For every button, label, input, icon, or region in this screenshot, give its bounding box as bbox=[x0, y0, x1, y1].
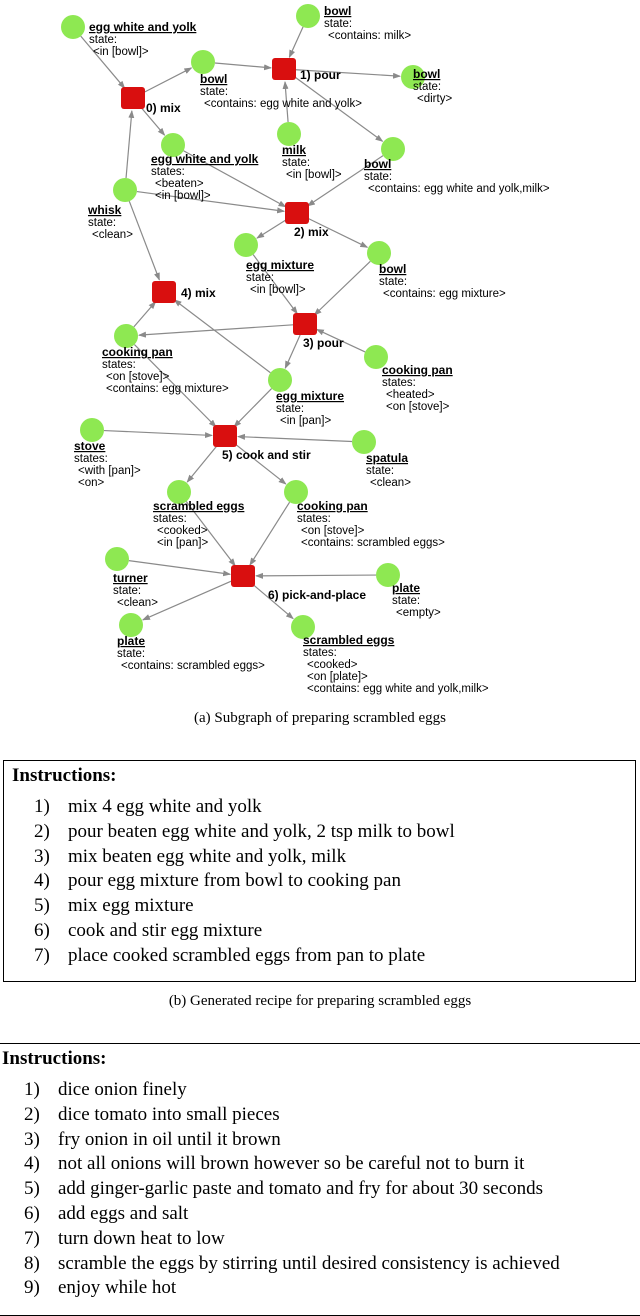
figure-a-caption: (a) Subgraph of preparing scrambled eggs bbox=[194, 710, 446, 726]
action-node bbox=[213, 425, 237, 447]
step-number: 4) bbox=[24, 1153, 40, 1175]
object-node bbox=[191, 50, 215, 74]
object-state-header: states: bbox=[102, 359, 136, 371]
object-state-value: <on [plate]> bbox=[307, 671, 368, 683]
action-node bbox=[285, 202, 309, 224]
object-name: cooking pan bbox=[297, 499, 368, 513]
object-name: scrambled eggs bbox=[153, 499, 245, 513]
object-name: egg mixture bbox=[276, 389, 345, 403]
object-state-header: states: bbox=[303, 647, 337, 659]
object-name: egg white and yolk bbox=[151, 152, 259, 166]
action-label: 1) pour bbox=[300, 68, 341, 82]
action-label: 5) cook and stir bbox=[222, 448, 311, 462]
object-state-value: <cooked> bbox=[307, 659, 358, 671]
graph-edge bbox=[289, 27, 303, 57]
object-state-header: state: bbox=[413, 81, 442, 93]
object-state-value: <in [bowl]> bbox=[250, 284, 306, 296]
object-state-header: state: bbox=[246, 272, 275, 284]
object-state-value: <on [stove]> bbox=[106, 371, 170, 383]
object-state-value: <heated> bbox=[386, 389, 435, 401]
object-state-header: state: bbox=[282, 157, 311, 169]
step-text: place cooked scrambled eggs from pan to plate bbox=[68, 944, 426, 966]
object-name: plate bbox=[117, 634, 146, 648]
object-state-value: <contains: scrambled eggs> bbox=[121, 660, 265, 672]
graph-edge bbox=[134, 302, 156, 327]
instruction-step bbox=[24, 1227, 560, 1252]
object-state-header: states: bbox=[153, 513, 187, 525]
step-text: pour egg mixture from bowl to cooking pan bbox=[68, 870, 401, 892]
action-node bbox=[293, 313, 317, 335]
action-node bbox=[231, 565, 255, 587]
object-state-value: <contains: scrambled eggs> bbox=[301, 537, 445, 549]
object-name: stove bbox=[74, 439, 106, 453]
step-number: 5) bbox=[24, 1178, 40, 1200]
object-state-value: <contains: egg mixture> bbox=[383, 288, 506, 300]
instruction-step bbox=[24, 1152, 560, 1177]
step-text: scramble the eggs by stirring until desired consistency is achieved bbox=[58, 1252, 560, 1274]
action-label: 0) mix bbox=[146, 101, 181, 115]
instructions-heading: Instructions: bbox=[2, 1048, 107, 1069]
generated-steps-list bbox=[34, 795, 455, 969]
graph-edge bbox=[238, 437, 352, 442]
graph-edge bbox=[129, 201, 159, 280]
object-state-value: <dirty> bbox=[417, 93, 453, 105]
object-state-value: <empty> bbox=[396, 607, 441, 619]
step-number: 8) bbox=[24, 1252, 40, 1274]
graph-edge bbox=[234, 389, 271, 427]
step-number: 2) bbox=[24, 1103, 40, 1125]
object-state-value: <in [pan]> bbox=[280, 415, 332, 427]
original-recipe-box bbox=[0, 1043, 640, 1316]
object-name: cooking pan bbox=[102, 345, 173, 359]
original-steps-list bbox=[24, 1078, 560, 1301]
object-state-value: <contains: egg white and yolk,milk> bbox=[307, 683, 489, 695]
step-text: not all onions will brown however so be careful not to burn it bbox=[58, 1153, 525, 1175]
object-node bbox=[61, 15, 85, 39]
instruction-step bbox=[24, 1276, 560, 1301]
object-state-value: <clean> bbox=[370, 477, 411, 489]
object-state-value: <contains: egg white and yolk> bbox=[204, 98, 362, 110]
step-text: mix beaten egg white and yolk, milk bbox=[68, 845, 347, 867]
step-number: 7) bbox=[34, 944, 50, 966]
instruction-step bbox=[24, 1128, 560, 1153]
step-number: 3) bbox=[34, 845, 50, 867]
object-state-header: states: bbox=[151, 166, 185, 178]
object-state-value: <in [pan]> bbox=[157, 537, 209, 549]
object-state-header: states: bbox=[297, 513, 331, 525]
object-state-header: state: bbox=[200, 86, 229, 98]
object-name: bowl bbox=[364, 157, 392, 171]
step-number: 1) bbox=[34, 796, 50, 817]
action-label: 4) mix bbox=[181, 286, 216, 300]
object-node bbox=[234, 233, 258, 257]
instruction-step bbox=[24, 1177, 560, 1202]
object-state-value: <contains: egg white and yolk,milk> bbox=[368, 183, 550, 195]
instruction-step bbox=[34, 919, 455, 944]
object-name: whisk bbox=[88, 203, 122, 217]
step-text: enjoy while hot bbox=[58, 1277, 177, 1299]
instruction-step bbox=[34, 820, 455, 845]
instructions-heading: Instructions: bbox=[12, 765, 117, 786]
instruction-step bbox=[24, 1078, 560, 1103]
action-node bbox=[121, 87, 145, 109]
object-name: egg mixture bbox=[246, 258, 315, 272]
action-node bbox=[152, 281, 176, 303]
graph-edge bbox=[250, 502, 290, 565]
instruction-step bbox=[34, 845, 455, 870]
graph-edge bbox=[257, 219, 287, 238]
step-text: fry onion in oil until it brown bbox=[58, 1128, 281, 1150]
action-label: 6) pick-and-place bbox=[268, 588, 367, 602]
object-state-value: <on [stove]> bbox=[386, 401, 450, 413]
object-state-value: <on [stove]> bbox=[301, 525, 365, 537]
instruction-step bbox=[24, 1103, 560, 1128]
object-state-value: <contains: egg mixture> bbox=[106, 383, 229, 395]
object-state-value: <in [bowl]> bbox=[286, 169, 342, 181]
generated-recipe-box bbox=[3, 760, 636, 982]
object-name: milk bbox=[282, 143, 307, 157]
object-name: bowl bbox=[324, 4, 352, 18]
step-text: dice tomato into small pieces bbox=[58, 1103, 280, 1125]
instruction-step bbox=[24, 1252, 560, 1277]
object-state-header: state: bbox=[364, 171, 393, 183]
object-state-header: state: bbox=[113, 585, 142, 597]
step-number: 2) bbox=[34, 820, 50, 842]
object-state-header: state: bbox=[117, 648, 146, 660]
step-number: 5) bbox=[34, 895, 50, 917]
object-name: turner bbox=[113, 571, 148, 585]
object-state-header: state: bbox=[89, 34, 118, 46]
step-number: 6) bbox=[24, 1202, 40, 1224]
step-text: dice onion finely bbox=[58, 1079, 187, 1100]
object-state-header: state: bbox=[366, 465, 395, 477]
step-number: 1) bbox=[24, 1079, 40, 1100]
object-state-header: state: bbox=[324, 18, 353, 30]
object-state-value: <clean> bbox=[92, 229, 133, 241]
object-state-header: state: bbox=[379, 276, 408, 288]
object-name: plate bbox=[392, 581, 421, 595]
action-label: 2) mix bbox=[294, 225, 329, 239]
step-text: pour beaten egg white and yolk, 2 tsp milk to bowl bbox=[68, 820, 455, 842]
instruction-step bbox=[34, 944, 455, 969]
action-label: 3) pour bbox=[303, 336, 344, 350]
step-number: 9) bbox=[24, 1277, 40, 1299]
graph-edge bbox=[215, 63, 271, 68]
step-text: mix 4 egg white and yolk bbox=[68, 796, 262, 817]
instruction-step bbox=[34, 795, 455, 820]
object-state-value: <clean> bbox=[117, 597, 158, 609]
object-state-value: <in [bowl]> bbox=[155, 190, 211, 202]
step-number: 6) bbox=[34, 919, 50, 941]
step-number: 3) bbox=[24, 1128, 40, 1150]
graph-edge bbox=[285, 335, 300, 368]
object-state-value: <cooked> bbox=[157, 525, 208, 537]
object-state-header: state: bbox=[276, 403, 305, 415]
object-state-header: state: bbox=[392, 595, 421, 607]
object-state-value: <contains: milk> bbox=[328, 30, 412, 42]
instruction-step bbox=[34, 869, 455, 894]
object-node bbox=[113, 178, 137, 202]
graph-edge bbox=[139, 325, 293, 335]
object-state-header: state: bbox=[88, 217, 117, 229]
object-name: cooking pan bbox=[382, 363, 453, 377]
step-text: mix egg mixture bbox=[68, 895, 194, 917]
action-node bbox=[272, 58, 296, 80]
object-name: egg white and yolk bbox=[89, 20, 197, 34]
object-state-value: <on> bbox=[78, 477, 105, 489]
figure-b-caption: (b) Generated recipe for preparing scrambled eggs bbox=[168, 993, 472, 1009]
object-state-header: states: bbox=[382, 377, 416, 389]
instruction-step bbox=[24, 1202, 560, 1227]
object-state-value: <in [bowl]> bbox=[93, 46, 149, 58]
graph-edge bbox=[187, 445, 217, 482]
step-text: turn down heat to low bbox=[58, 1227, 225, 1249]
step-text: add ginger-garlic paste and tomato and fry for about 30 seconds bbox=[58, 1178, 544, 1200]
object-name: spatula bbox=[366, 451, 409, 465]
object-name: bowl bbox=[413, 67, 441, 81]
step-text: cook and stir egg mixture bbox=[68, 919, 263, 941]
graph-edge bbox=[144, 68, 192, 93]
graph-edge bbox=[314, 261, 370, 315]
step-text: add eggs and salt bbox=[58, 1202, 189, 1224]
object-node bbox=[105, 547, 129, 571]
graph-edge bbox=[256, 575, 376, 576]
graph-edge bbox=[126, 111, 132, 178]
graph-edge bbox=[174, 300, 270, 373]
graph-edge bbox=[104, 431, 212, 436]
object-state-header: states: bbox=[74, 453, 108, 465]
object-name: bowl bbox=[379, 262, 407, 276]
object-name: scrambled eggs bbox=[303, 633, 395, 647]
step-number: 4) bbox=[34, 870, 50, 892]
object-state-value: <with [pan]> bbox=[78, 465, 141, 477]
object-state-value: <beaten> bbox=[155, 178, 204, 190]
object-node bbox=[296, 4, 320, 28]
step-number: 7) bbox=[24, 1227, 40, 1249]
object-name: bowl bbox=[200, 72, 228, 86]
instruction-step bbox=[34, 894, 455, 919]
